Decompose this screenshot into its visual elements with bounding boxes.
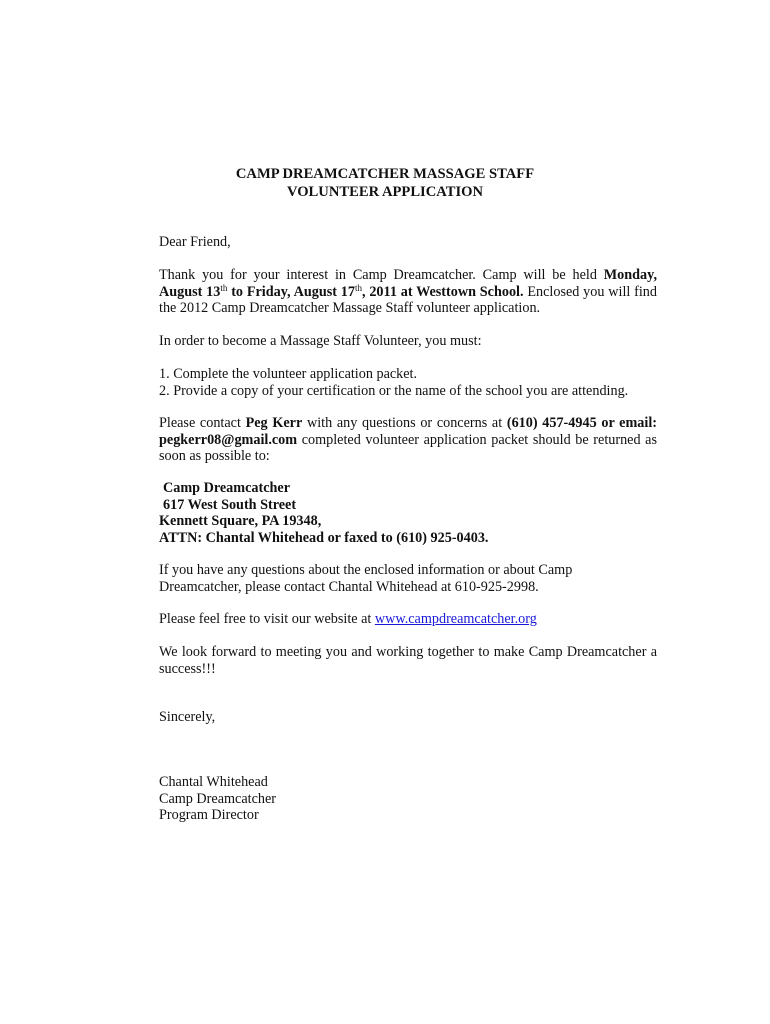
contact-text-3: completed volunteer application packet should be returned as soon as possible to: xyxy=(159,431,657,465)
requirements-list xyxy=(159,366,657,399)
contact-phone-email: (610) 457-4945 or email: pegkerr08@gmail.com xyxy=(159,415,657,448)
website-paragraph xyxy=(159,611,657,628)
contact-paragraph xyxy=(159,415,657,465)
salutation: Dear Friend, xyxy=(159,234,231,250)
signature-role: Program Director xyxy=(159,807,259,824)
intro-paragraph xyxy=(159,267,657,317)
questions-paragraph: If you have any questions about the enclosed information or about Camp Dreamcatcher, please contact Chantal Whitehead at 610-925-2998. xyxy=(159,562,573,595)
intro-location: , 2011 at Westtown School. xyxy=(361,283,524,300)
contact-text-1: Please contact xyxy=(159,415,246,431)
website-text: Please feel free to visit our website at xyxy=(159,611,375,627)
intro-text-2: Enclosed you will find the 2012 Camp Dreamcatcher Massage Staff volunteer application. xyxy=(159,283,657,317)
requirement-item-2: 2. Provide a copy of your certification or the name of the school you are attending. xyxy=(159,382,629,399)
address-line-4: ATTN: Chantal Whitehead or faxed to (610) 925-0403. xyxy=(159,529,489,546)
intro-sup-2: th xyxy=(354,282,362,293)
intro-sup-1: th xyxy=(220,282,228,293)
title-line-2: VOLUNTEER APPLICATION xyxy=(286,184,484,200)
contact-text-2: with any questions or concerns at xyxy=(302,415,507,431)
mailing-address xyxy=(159,480,657,546)
address-line-1: Camp Dreamcatcher xyxy=(163,480,290,496)
address-line-2: 617 West South Street xyxy=(163,496,297,513)
signature-name: Chantal Whitehead xyxy=(159,774,268,790)
requirement-item-1: 1. Complete the volunteer application packet. xyxy=(159,366,418,382)
intro-text-1: Thank you for your interest in Camp Dreamcatcher. Camp will be held xyxy=(159,267,604,283)
title-line-1: CAMP DREAMCATCHER MASSAGE STAFF xyxy=(235,166,535,182)
signature-org: Camp Dreamcatcher xyxy=(159,790,276,807)
signature-block xyxy=(159,774,657,824)
requirements-lead: In order to become a Massage Staff Volunteer, you must: xyxy=(159,333,482,349)
contact-name: Peg Kerr xyxy=(245,415,303,431)
closing-paragraph: We look forward to meeting you and working together to make Camp Dreamcatcher a success!!! xyxy=(159,644,657,677)
address-line-3: Kennett Square, PA 19348, xyxy=(159,513,322,530)
sign-off: Sincerely, xyxy=(159,709,216,725)
website-link[interactable]: www.campdreamcatcher.org xyxy=(374,611,537,627)
intro-date-start: Monday, August 13 xyxy=(159,267,657,300)
intro-date-end: to Friday, August 17 xyxy=(227,283,355,300)
